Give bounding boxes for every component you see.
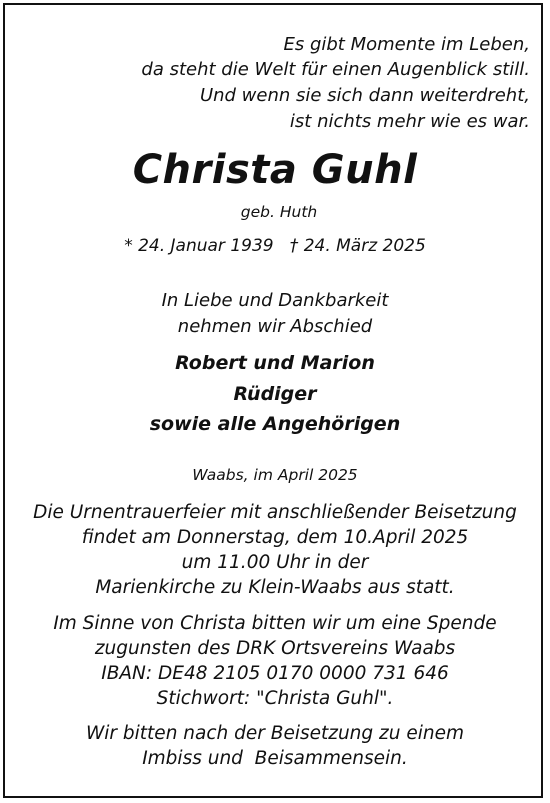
- donation-line-4: Stichwort: "Christa Guhl".: [156, 688, 394, 709]
- mourner-1: Robert und Marion: [175, 352, 375, 374]
- farewell-line-1: In Liebe und Dankbarkeit: [161, 290, 389, 311]
- poem-line-3: Und wenn sie sich dann weiterdreht,: [199, 85, 530, 106]
- poem-line-2: da steht die Welt für einen Augenblick still.: [141, 59, 530, 80]
- deceased-name: Christa Guhl: [132, 147, 418, 193]
- life-dates: * 24. Januar 1939 † 24. März 2025: [124, 236, 426, 256]
- donation-line-1: Im Sinne von Christa bitten wir um eine Spende: [53, 613, 497, 634]
- mourner-3: sowie alle Angehörigen: [149, 413, 401, 435]
- invitation-line-2: Imbiss und Beisammensein.: [142, 748, 408, 769]
- ceremony-line-2: findet am Donnerstag, dem 10.April 2025: [81, 527, 469, 548]
- donation-line-3: IBAN: DE48 2105 0170 0000 731 646: [101, 663, 449, 684]
- maiden-name: geb. Huth: [240, 203, 318, 221]
- invitation-line-1: Wir bitten nach der Beisetzung zu einem: [86, 723, 464, 744]
- donation-line-2: zugunsten des DRK Ortsvereins Waabs: [94, 638, 456, 659]
- place-date: Waabs, im April 2025: [192, 466, 358, 484]
- poem-line-4: ist nichts mehr wie es war.: [289, 111, 530, 132]
- ceremony-line-3: um 11.00 Uhr in der: [181, 552, 369, 573]
- ceremony-line-1: Die Urnentrauerfeier mit anschließender Beisetzung: [33, 502, 517, 523]
- poem-line-1: Es gibt Momente im Leben,: [283, 34, 530, 55]
- farewell-line-2: nehmen wir Abschied: [177, 316, 373, 337]
- ceremony-line-4: Marienkirche zu Klein-Waabs aus statt.: [95, 577, 455, 598]
- mourner-2: Rüdiger: [233, 383, 317, 405]
